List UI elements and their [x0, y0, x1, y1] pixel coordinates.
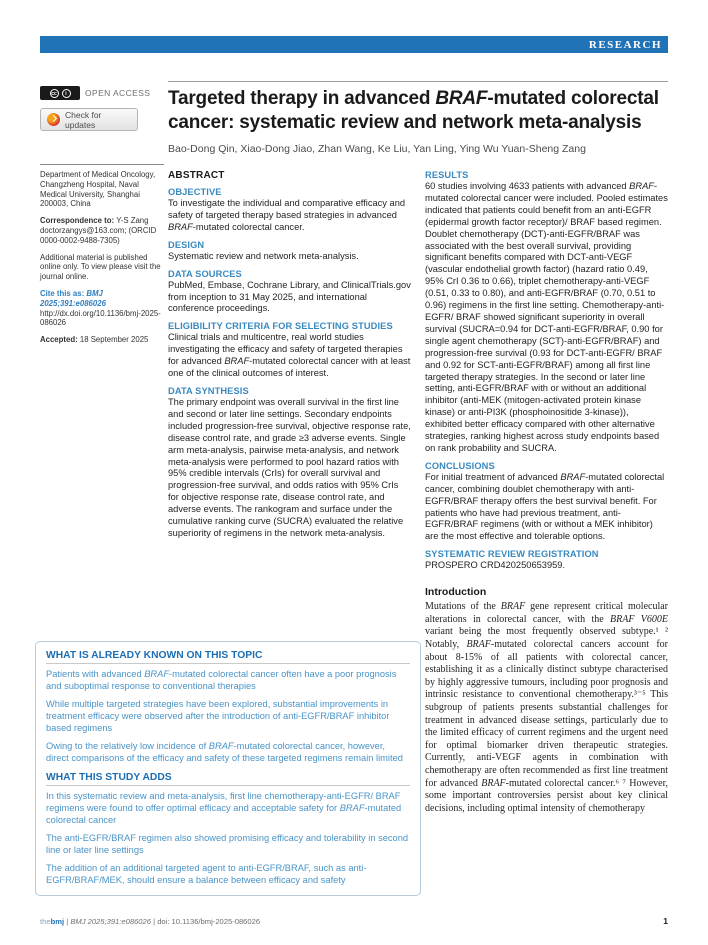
- known-topic-divider: [46, 663, 410, 664]
- creative-commons-icon: [40, 86, 80, 100]
- section-text-eligibility: Clinical trials and multicentre, real world studies investigating the efficacy and safety of targeted therapies for advanced BRAF-mutated colorectal cancer with at least one of the clinical outcomes of interest.: [168, 332, 411, 379]
- known-topic-item: Patients with advanced BRAF-mutated colorectal cancer often have a poor prognosis and suboptimal response to conventional therapies: [46, 669, 397, 691]
- title-post: -mutated colorectal cancer: systematic review and network meta-analysis: [168, 88, 659, 133]
- footer-citation: [40, 917, 260, 926]
- cc-icon: cc: [51, 90, 57, 97]
- title-gene-italic: BRAF: [435, 88, 488, 109]
- footer-doi: doi: 10.1136/bmj-2025-086026: [157, 917, 261, 926]
- footer-sep: |: [66, 917, 69, 926]
- cite-ref: BMJ 2025;391:e086026: [40, 288, 106, 308]
- open-access-label: OPEN ACCESS: [85, 88, 151, 98]
- study-adds-divider: [46, 785, 410, 786]
- journal-logo-bmj: bmj: [50, 917, 65, 926]
- page-footer: [40, 916, 668, 926]
- section-text-conclusions: For initial treatment of advanced BRAF-mutated colorectal cancer, combining doublet chemotherapy with anti-EGFR/BRAF therapy offers the best survival benefit. For patients who have had previous treatment, anti-EGFR/BRAF regimens (with or without a MEK inhibitor) are the most effective and tolerable options.: [425, 471, 665, 542]
- known-topic-item: While multiple targeted strategies have been explored, substantial improvements in treatment efficacy were observed after the introduction of anti-EGFR/BRAF inhibitor based regimens: [46, 699, 390, 733]
- key-messages-box: [35, 641, 421, 896]
- section-label-objective: OBJECTIVE: [168, 187, 222, 197]
- page-title: [168, 87, 673, 134]
- check-for-updates-label: Check for updates: [65, 109, 102, 130]
- section-label-design: DESIGN: [168, 239, 205, 250]
- correspondence-block: [40, 216, 164, 245]
- accepted-block: [40, 335, 164, 345]
- abstract-heading: ABSTRACT: [168, 170, 225, 181]
- section-label-conclusions: CONCLUSIONS: [425, 460, 495, 471]
- accepted-date: 18 September 2025: [79, 335, 149, 345]
- known-topic-heading: WHAT IS ALREADY KNOWN ON THIS TOPIC: [46, 650, 263, 661]
- section-label-results: RESULTS: [425, 170, 469, 180]
- check-for-updates-button[interactable]: [40, 108, 138, 131]
- doi-link: http://dx.doi.org/10.1136/bmj-2025-086026: [40, 308, 161, 328]
- header-divider: [168, 81, 668, 82]
- footer-ref: BMJ 2025;391:e086026: [70, 917, 151, 926]
- research-banner-label: RESEARCH: [588, 38, 662, 51]
- correspondence-label: Correspondence to:: [40, 216, 117, 226]
- research-banner: [40, 36, 668, 53]
- known-topic-item: Owing to the relatively low incidence of BRAF-mutated colorectal cancer, however, direct comparisons of the efficacy and safety of these targeted regimens remain limited: [46, 741, 403, 763]
- study-adds-heading: WHAT THIS STUDY ADDS: [46, 772, 172, 783]
- section-text-design: Systematic review and network meta-analysis.: [168, 250, 359, 261]
- section-text-data-synthesis: The primary endpoint was overall survival in the first line and second or later line settings. Secondary endpoints included progression-free survival, objective response rate, disease control rate, and grade ≥3 adverse events. Single arm meta-analysis, pairwise meta-analysis, and network meta-analysis were performed to pool hazard ratios with 95% credible intervals (CrIs) for overall survival and progression-free survival, and odds ratios with 95% CrIs for objective response rate, disease control rate, and adverse events. The rankogram and surface under the cumulative ranking curve (SUCRA) evaluated the relative superiority of regimens in the network meta-analysis.: [168, 396, 411, 538]
- section-text-objective: To investigate the individual and comparative efficacy and safety of targeted therapy based strategies in advanced BRAF-mutated colorectal cancer.: [168, 198, 406, 232]
- section-text-data-sources: PubMed, Embase, Cochrane Library, and ClinicalTrials.gov from inception to 31 May 2025, and international conference proceedings.: [168, 279, 411, 314]
- study-adds-item: In this systematic review and meta-analysis, first line chemotherapy-anti-EGFR/ BRAF regimens were found to offer optimal efficacy and acceptable safety for BRAF-mutated colorectal cancer: [46, 791, 402, 825]
- authors-line: Bao-Dong Qin, Xiao-Dong Jiao, Zhan Wang, Ke Liu, Yan Ling, Ying Wu Yuan-Sheng Zang: [168, 143, 586, 155]
- introduction-text: Mutations of the BRAF gene represent critical molecular alterations in colorectal cancer, with the BRAF V600E variant being the most frequently observed subtype.¹ ² Notably, BRAF-mutated colorectal cancers account for about 8-15% of all patients with colorectal cancer, establishing it as a clinically distinct subtype characterised by highly aggressive tumours, including poor prognosis and intrinsic resistance to conventional chemotherapy.³⁻⁵ This subgroup of patients presents substantial challenges for treatment in advanced disease settings, particularly due to the limited efficacy of current regimens and the urgent need for optimal biomarker driven therapeutic strategies. Currently, anti-VEGF agents in combination with chemotherapy are often recommended as first line treatment for advanced BRAF-mutated colorectal cancer.⁶ ⁷ However, some important controversies persist about key clinical decisions, including optimal intensity of chemotherapy: [425, 601, 669, 814]
- section-text-results: 60 studies involving 4633 patients with advanced BRAF-mutated colorectal cancer were included. Pooled estimates indicated that patients could benefit from an anti-EGFR (epidermal growth factor receptor)/ BRAF based regimen. Doublet chemotherapy (DCT)-anti-EGFR/BRAF was associated with the best overall survival, providing significant benefits compared with DCT-anti-VEGF (vascular endothelial growth factor) (hazard ratio 0.49, 95% CrI 0.36 to 0.66), triplet chemotherapy-anti-VEGF (0.51, 0.33 to 0.80), and anti-EGFR/BRAF (0.70, 0.51 to 0.96) regimens in the first line setting. Chemotherapy-anti-EGFR/ BRAF showed significant superiority in overall survival (SUCRA=0.94 for DCT-anti-EGFR/BRAF, 0.90 for single agent chemotherapy (SCT)-anti-EGFR/BRAF) and progression-free survival (0.93 for DCT-anti-EGFR/ BRAF and 0.92 for SCT-anti-EGFR/BRAF) among all first line targeted therapy strategies. In the second or later line setting, anti-EGFR/BRAF with or without an additional inhibitor (anti-MEK (mitogen-activated protein kinase kinase) or anti-PI3K (phosphoinositide 3-kinase)), exhibited better efficacy compared with other alternative strategies, ranking highest across study endpoints based on rank probability and SUCRA.: [425, 181, 668, 453]
- citation-block: [40, 289, 164, 328]
- article-metadata-sidebar: [40, 164, 164, 352]
- section-text-registration: PROSPERO CRD420250653959.: [425, 560, 566, 571]
- introduction-section: [425, 586, 668, 815]
- affiliation-text: Department of Medical Oncology, Changzheng Hospital, Naval Medical University, Shanghai 200003, China: [40, 170, 156, 209]
- introduction-heading: Introduction: [425, 586, 487, 599]
- open-access-badge: [40, 86, 150, 100]
- footer-sep: |: [153, 917, 156, 926]
- section-label-eligibility: ELIGIBILITY CRITERIA FOR SELECTING STUDIES: [168, 321, 393, 332]
- section-label-registration: SYSTEMATIC REVIEW REGISTRATION: [425, 549, 599, 560]
- journal-logo-the: the: [40, 917, 51, 926]
- sidebar-divider: [40, 164, 164, 165]
- correspondence-value: Y-S Zang doctorzangys@163.com; (ORCID 0000-0002-9488-7305): [40, 216, 157, 245]
- study-adds-item: The addition of an additional targeted agent to anti-EGFR/BRAF, such as anti-EGFR/BRAF/MEK, should ensure a balance between efficacy and safety: [46, 863, 367, 885]
- page-number: 1: [663, 916, 668, 926]
- section-label-data-sources: DATA SOURCES: [168, 268, 242, 279]
- abstract-right-column: [425, 170, 668, 815]
- title-pre: Targeted therapy in advanced: [168, 88, 436, 109]
- title-block: [168, 87, 673, 155]
- crossmark-icon: [47, 113, 60, 126]
- additional-material-note: Additional material is published online only. To view please visit the journal online.: [40, 252, 161, 282]
- person-icon: i: [62, 89, 71, 98]
- accepted-label: Accepted:: [40, 335, 80, 345]
- section-label-data-synthesis: DATA SYNTHESIS: [168, 385, 249, 396]
- study-adds-item: The anti-EGFR/BRAF regimen also showed promising efficacy and tolerability in second line or later line settings: [46, 833, 409, 855]
- cite-as-label: Cite this as:: [40, 288, 87, 298]
